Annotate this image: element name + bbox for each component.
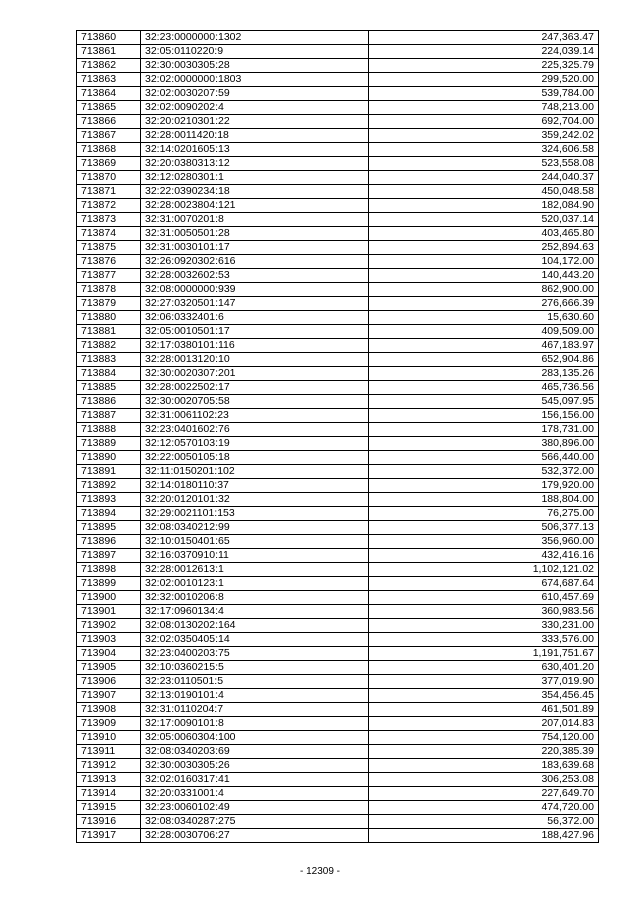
amount-cell: 467,183.97 <box>369 339 599 353</box>
cadastral-code-cell: 32:02:0090202:4 <box>141 101 369 115</box>
record-id-cell: 713903 <box>77 633 141 647</box>
record-id-cell: 713864 <box>77 87 141 101</box>
amount-cell: 247,363.47 <box>369 31 599 45</box>
ledger-table <box>76 30 599 843</box>
amount-cell: 244,040.37 <box>369 171 599 185</box>
amount-cell: 532,372.00 <box>369 465 599 479</box>
amount-cell: 333,576.00 <box>369 633 599 647</box>
table-row <box>77 773 599 787</box>
table-row <box>77 59 599 73</box>
cadastral-code-cell: 32:08:0340212:99 <box>141 521 369 535</box>
record-id-cell: 713916 <box>77 815 141 829</box>
amount-cell: 276,666.39 <box>369 297 599 311</box>
amount-cell: 188,427.96 <box>369 829 599 843</box>
amount-cell: 225,325.79 <box>369 59 599 73</box>
table-row <box>77 549 599 563</box>
amount-cell: 220,385.39 <box>369 745 599 759</box>
record-id-cell: 713897 <box>77 549 141 563</box>
table-row <box>77 381 599 395</box>
table-row <box>77 591 599 605</box>
amount-cell: 188,804.00 <box>369 493 599 507</box>
amount-cell: 862,900.00 <box>369 283 599 297</box>
amount-cell: 324,606.58 <box>369 143 599 157</box>
amount-cell: 182,084.90 <box>369 199 599 213</box>
table-row <box>77 101 599 115</box>
table-row <box>77 521 599 535</box>
cadastral-code-cell: 32:02:0160317:41 <box>141 773 369 787</box>
table-row <box>77 157 599 171</box>
cadastral-code-cell: 32:06:0332401:6 <box>141 311 369 325</box>
amount-cell: 183,639.68 <box>369 759 599 773</box>
record-id-cell: 713907 <box>77 689 141 703</box>
amount-cell: 523,558.08 <box>369 157 599 171</box>
table-row <box>77 143 599 157</box>
amount-cell: 104,172.00 <box>369 255 599 269</box>
table-row <box>77 255 599 269</box>
table-row <box>77 605 599 619</box>
record-id-cell: 713913 <box>77 773 141 787</box>
amount-cell: 432,416.16 <box>369 549 599 563</box>
record-id-cell: 713912 <box>77 759 141 773</box>
record-id-cell: 713862 <box>77 59 141 73</box>
cadastral-code-cell: 32:28:0022502:17 <box>141 381 369 395</box>
amount-cell: 465,736.56 <box>369 381 599 395</box>
cadastral-code-cell: 32:12:0280301:1 <box>141 171 369 185</box>
record-id-cell: 713872 <box>77 199 141 213</box>
table-row <box>77 339 599 353</box>
cadastral-code-cell: 32:14:0180110:37 <box>141 479 369 493</box>
table-row <box>77 45 599 59</box>
amount-cell: 377,019.90 <box>369 675 599 689</box>
record-id-cell: 713884 <box>77 367 141 381</box>
record-id-cell: 713904 <box>77 647 141 661</box>
amount-cell: 539,784.00 <box>369 87 599 101</box>
record-id-cell: 713905 <box>77 661 141 675</box>
page-number: - 12309 - <box>299 866 341 877</box>
cadastral-code-cell: 32:31:0061102:23 <box>141 409 369 423</box>
table-row <box>77 199 599 213</box>
table-row <box>77 689 599 703</box>
cadastral-code-cell: 32:22:0390234:18 <box>141 185 369 199</box>
table-row <box>77 759 599 773</box>
ledger-body <box>77 31 599 843</box>
record-id-cell: 713877 <box>77 269 141 283</box>
table-row <box>77 73 599 87</box>
cadastral-code-cell: 32:28:0023804:121 <box>141 199 369 213</box>
cadastral-code-cell: 32:22:0050105:18 <box>141 451 369 465</box>
record-id-cell: 713881 <box>77 325 141 339</box>
table-row <box>77 661 599 675</box>
cadastral-code-cell: 32:31:0110204:7 <box>141 703 369 717</box>
record-id-cell: 713898 <box>77 563 141 577</box>
amount-cell: 545,097.95 <box>369 395 599 409</box>
amount-cell: 1,102,121.02 <box>369 563 599 577</box>
cadastral-code-cell: 32:23:0401602:76 <box>141 423 369 437</box>
table-row <box>77 717 599 731</box>
cadastral-code-cell: 32:30:0020307:201 <box>141 367 369 381</box>
cadastral-code-cell: 32:27:0320501:147 <box>141 297 369 311</box>
table-row <box>77 787 599 801</box>
cadastral-code-cell: 32:05:0010501:17 <box>141 325 369 339</box>
amount-cell: 461,501.89 <box>369 703 599 717</box>
record-id-cell: 713915 <box>77 801 141 815</box>
cadastral-code-cell: 32:30:0020705:58 <box>141 395 369 409</box>
cadastral-code-cell: 32:28:0011420:18 <box>141 129 369 143</box>
cadastral-code-cell: 32:28:0030706:27 <box>141 829 369 843</box>
table-row <box>77 87 599 101</box>
table-row <box>77 115 599 129</box>
table-row <box>77 437 599 451</box>
table-row <box>77 353 599 367</box>
record-id-cell: 713909 <box>77 717 141 731</box>
record-id-cell: 713894 <box>77 507 141 521</box>
record-id-cell: 713896 <box>77 535 141 549</box>
table-row <box>77 801 599 815</box>
table-row <box>77 577 599 591</box>
record-id-cell: 713895 <box>77 521 141 535</box>
table-row <box>77 367 599 381</box>
table-row <box>77 535 599 549</box>
record-id-cell: 713902 <box>77 619 141 633</box>
cadastral-code-cell: 32:26:0920302:616 <box>141 255 369 269</box>
record-id-cell: 713867 <box>77 129 141 143</box>
cadastral-code-cell: 32:10:0360215:5 <box>141 661 369 675</box>
table-row <box>77 31 599 45</box>
cadastral-code-cell: 32:28:0012613:1 <box>141 563 369 577</box>
record-id-cell: 713883 <box>77 353 141 367</box>
record-id-cell: 713906 <box>77 675 141 689</box>
record-id-cell: 713886 <box>77 395 141 409</box>
table-row <box>77 171 599 185</box>
table-row <box>77 563 599 577</box>
cadastral-code-cell: 32:05:0110220:9 <box>141 45 369 59</box>
record-id-cell: 713888 <box>77 423 141 437</box>
record-id-cell: 713868 <box>77 143 141 157</box>
record-id-cell: 713879 <box>77 297 141 311</box>
cadastral-code-cell: 32:29:0021101:153 <box>141 507 369 521</box>
record-id-cell: 713900 <box>77 591 141 605</box>
amount-cell: 156,156.00 <box>369 409 599 423</box>
cadastral-code-cell: 32:31:0050501:28 <box>141 227 369 241</box>
amount-cell: 356,960.00 <box>369 535 599 549</box>
cadastral-code-cell: 32:20:0331001:4 <box>141 787 369 801</box>
cadastral-code-cell: 32:08:0130202:164 <box>141 619 369 633</box>
record-id-cell: 713910 <box>77 731 141 745</box>
table-row <box>77 269 599 283</box>
amount-cell: 306,253.08 <box>369 773 599 787</box>
table-row <box>77 297 599 311</box>
amount-cell: 652,904.86 <box>369 353 599 367</box>
amount-cell: 520,037.14 <box>369 213 599 227</box>
amount-cell: 403,465.80 <box>369 227 599 241</box>
cadastral-code-cell: 32:02:0030207:59 <box>141 87 369 101</box>
amount-cell: 754,120.00 <box>369 731 599 745</box>
table-row <box>77 731 599 745</box>
record-id-cell: 713914 <box>77 787 141 801</box>
cadastral-code-cell: 32:30:0030305:28 <box>141 59 369 73</box>
cadastral-code-cell: 32:02:0000000:1803 <box>141 73 369 87</box>
record-id-cell: 713908 <box>77 703 141 717</box>
cadastral-code-cell: 32:08:0340287:275 <box>141 815 369 829</box>
amount-cell: 380,896.00 <box>369 437 599 451</box>
table-row <box>77 647 599 661</box>
amount-cell: 179,920.00 <box>369 479 599 493</box>
amount-cell: 56,372.00 <box>369 815 599 829</box>
cadastral-code-cell: 32:12:0570103:19 <box>141 437 369 451</box>
cadastral-code-cell: 32:31:0070201:8 <box>141 213 369 227</box>
record-id-cell: 713893 <box>77 493 141 507</box>
record-id-cell: 713901 <box>77 605 141 619</box>
cadastral-code-cell: 32:16:0370910:11 <box>141 549 369 563</box>
amount-cell: 506,377.13 <box>369 521 599 535</box>
table-row <box>77 409 599 423</box>
amount-cell: 15,630.60 <box>369 311 599 325</box>
cadastral-code-cell: 32:30:0030305:26 <box>141 759 369 773</box>
record-id-cell: 713875 <box>77 241 141 255</box>
amount-cell: 474,720.00 <box>369 801 599 815</box>
cadastral-code-cell: 32:23:0060102:49 <box>141 801 369 815</box>
record-id-cell: 713885 <box>77 381 141 395</box>
amount-cell: 76,275.00 <box>369 507 599 521</box>
cadastral-code-cell: 32:20:0380313:12 <box>141 157 369 171</box>
cadastral-code-cell: 32:20:0120101:32 <box>141 493 369 507</box>
table-row <box>77 325 599 339</box>
table-row <box>77 311 599 325</box>
amount-cell: 224,039.14 <box>369 45 599 59</box>
amount-cell: 359,242.02 <box>369 129 599 143</box>
amount-cell: 610,457.69 <box>369 591 599 605</box>
amount-cell: 207,014.83 <box>369 717 599 731</box>
cadastral-code-cell: 32:31:0030101:17 <box>141 241 369 255</box>
record-id-cell: 713892 <box>77 479 141 493</box>
record-id-cell: 713887 <box>77 409 141 423</box>
amount-cell: 178,731.00 <box>369 423 599 437</box>
table-row <box>77 395 599 409</box>
table-row <box>77 129 599 143</box>
table-row <box>77 241 599 255</box>
amount-cell: 692,704.00 <box>369 115 599 129</box>
amount-cell: 354,456.45 <box>369 689 599 703</box>
record-id-cell: 713861 <box>77 45 141 59</box>
record-id-cell: 713871 <box>77 185 141 199</box>
cadastral-code-cell: 32:32:0010206:8 <box>141 591 369 605</box>
cadastral-code-cell: 32:17:0090101:8 <box>141 717 369 731</box>
record-id-cell: 713874 <box>77 227 141 241</box>
cadastral-code-cell: 32:17:0960134:4 <box>141 605 369 619</box>
record-id-cell: 713860 <box>77 31 141 45</box>
table-row <box>77 703 599 717</box>
cadastral-code-cell: 32:23:0110501:5 <box>141 675 369 689</box>
record-id-cell: 713873 <box>77 213 141 227</box>
amount-cell: 409,509.00 <box>369 325 599 339</box>
table-row <box>77 507 599 521</box>
amount-cell: 360,983.56 <box>369 605 599 619</box>
table-row <box>77 493 599 507</box>
table-row <box>77 675 599 689</box>
record-id-cell: 713866 <box>77 115 141 129</box>
cadastral-code-cell: 32:08:0340203:69 <box>141 745 369 759</box>
cadastral-code-cell: 32:02:0010123:1 <box>141 577 369 591</box>
cadastral-code-cell: 32:28:0032602:53 <box>141 269 369 283</box>
record-id-cell: 713863 <box>77 73 141 87</box>
record-id-cell: 713876 <box>77 255 141 269</box>
table-row <box>77 465 599 479</box>
table-row <box>77 619 599 633</box>
amount-cell: 674,687.64 <box>369 577 599 591</box>
table-row <box>77 451 599 465</box>
amount-cell: 1,191,751.67 <box>369 647 599 661</box>
amount-cell: 299,520.00 <box>369 73 599 87</box>
cadastral-code-cell: 32:10:0150401:65 <box>141 535 369 549</box>
cadastral-code-cell: 32:14:0201605:13 <box>141 143 369 157</box>
cadastral-code-cell: 32:02:0350405:14 <box>141 633 369 647</box>
amount-cell: 283,135.26 <box>369 367 599 381</box>
cadastral-code-cell: 32:23:0400203:75 <box>141 647 369 661</box>
amount-cell: 450,048.58 <box>369 185 599 199</box>
record-id-cell: 713890 <box>77 451 141 465</box>
table-row <box>77 283 599 297</box>
table-row <box>77 829 599 843</box>
record-id-cell: 713878 <box>77 283 141 297</box>
record-id-cell: 713869 <box>77 157 141 171</box>
cadastral-code-cell: 32:13:0190101:4 <box>141 689 369 703</box>
table-row <box>77 423 599 437</box>
amount-cell: 330,231.00 <box>369 619 599 633</box>
table-row <box>77 213 599 227</box>
cadastral-code-cell: 32:05:0060304:100 <box>141 731 369 745</box>
record-id-cell: 713899 <box>77 577 141 591</box>
record-id-cell: 713880 <box>77 311 141 325</box>
cadastral-code-cell: 32:28:0013120:10 <box>141 353 369 367</box>
record-id-cell: 713911 <box>77 745 141 759</box>
table-row <box>77 745 599 759</box>
record-id-cell: 713882 <box>77 339 141 353</box>
table-row <box>77 185 599 199</box>
cadastral-code-cell: 32:23:0000000:1302 <box>141 31 369 45</box>
cadastral-code-cell: 32:17:0380101:116 <box>141 339 369 353</box>
cadastral-code-cell: 32:11:0150201:102 <box>141 465 369 479</box>
record-id-cell: 713870 <box>77 171 141 185</box>
table-row <box>77 479 599 493</box>
table-row <box>77 815 599 829</box>
record-id-cell: 713889 <box>77 437 141 451</box>
amount-cell: 748,213.00 <box>369 101 599 115</box>
record-id-cell: 713917 <box>77 829 141 843</box>
record-id-cell: 713891 <box>77 465 141 479</box>
amount-cell: 566,440.00 <box>369 451 599 465</box>
amount-cell: 630,401.20 <box>369 661 599 675</box>
cadastral-code-cell: 32:08:0000000:939 <box>141 283 369 297</box>
table-row <box>77 633 599 647</box>
record-id-cell: 713865 <box>77 101 141 115</box>
amount-cell: 227,649.70 <box>369 787 599 801</box>
amount-cell: 252,894.63 <box>369 241 599 255</box>
cadastral-code-cell: 32:20:0210301:22 <box>141 115 369 129</box>
table-row <box>77 227 599 241</box>
amount-cell: 140,443.20 <box>369 269 599 283</box>
